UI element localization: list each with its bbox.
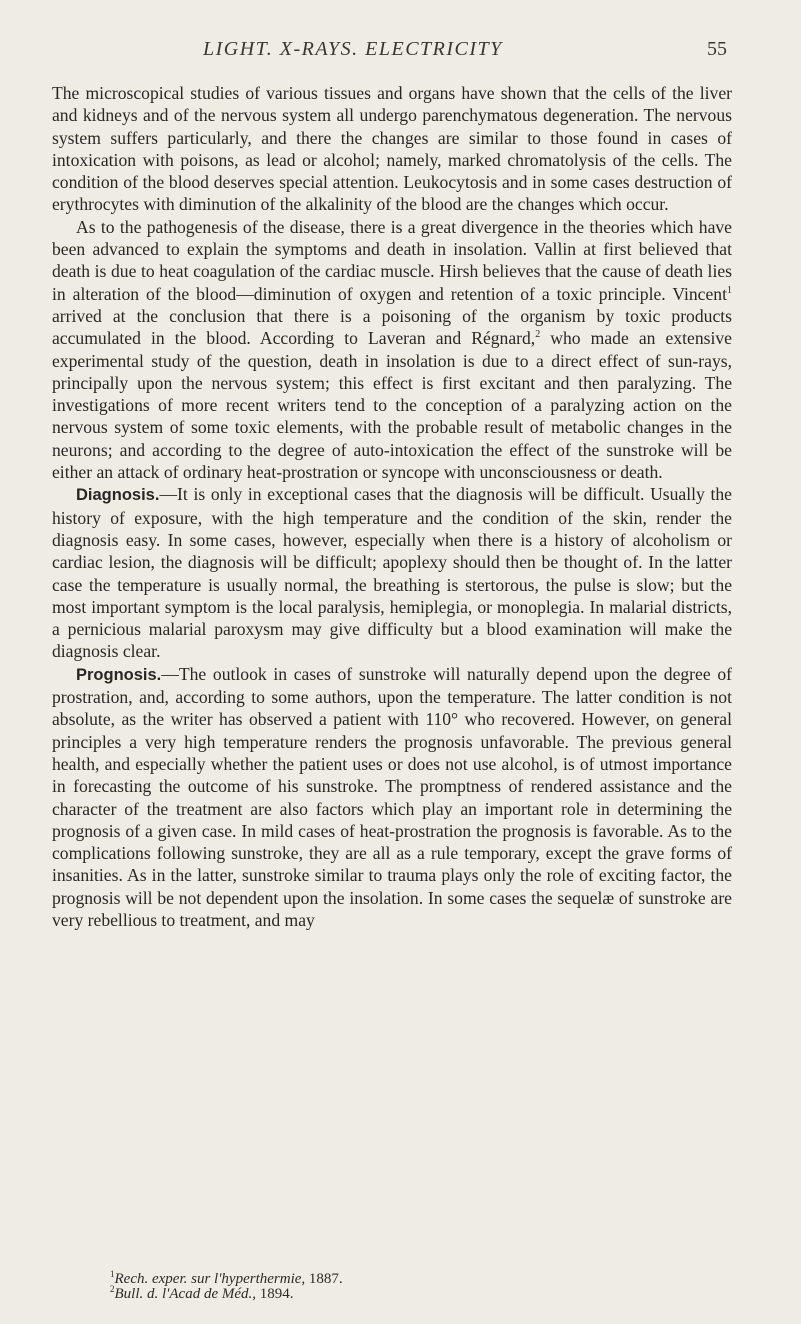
paragraph-diagnosis — [52, 483, 732, 662]
footnote-date: 1887. — [305, 1271, 343, 1287]
footnote-mark: 2 — [110, 1284, 115, 1294]
paragraph-pathogenesis — [52, 216, 732, 484]
paragraph-text: arrived at the conclusion that there is a poisoning of the organism by toxic products accumulated in the blood. According to Laveran and Régnard, — [52, 305, 732, 349]
footnote-mark: 1 — [110, 1269, 115, 1279]
section-heading-prognosis: Prognosis. — [76, 665, 162, 684]
footnote-title: Rech. exper. sur l'hyperthermie, — [114, 1271, 306, 1287]
paragraph-text: The microscopical studies of various tissues and organs have shown that the cells of the liver and kidneys and of the nervous system all undergo parenchymatous degeneration. The nervous system suffers particularly, and there the changes are similar to those found in cases of intoxication with poisons, as lead or alcohol; namely, marked chromatolysis of the cells. The condition of the blood deserves special attention. Leukocytosis and in some cases destruction of erythrocytes with diminution of the alkalinity of the blood are the changes which occur. — [52, 83, 732, 215]
footnote-1 — [110, 1269, 343, 1287]
section-heading-diagnosis: Diagnosis. — [76, 486, 160, 505]
paragraph-text: —It is only in exceptional cases that the diagnosis will be difficult. Usually the history of exposure, with the high temperature and the condition of the skin, render the diagnosis easy. In some cases, however, especially when there is a history of alcoholism or cardiac lesion, the diagnosis will be difficult; apoplexy should then be thought of. In the latter case the temperature is usually normal, the breathing is stertorous, the pulse is slow; but the most important symptom is the local paralysis, hemiplegia, or monoplegia. In malarial districts, a pernicious malarial paroxysm may give difficulty but a blood examination will make the diagnosis clear. — [52, 484, 732, 662]
paragraph-text: —The outlook in cases of sunstroke will naturally depend upon the degree of prostration, and, according to some authors, upon the temperature. The latter condition is not absolute, as the writer has observed a patient with 110° who recovered. However, on general principles a very high temperature renders the prognosis unfavorable. The previous general health, and especially whether the patient uses or does not use alcohol, is of utmost importance in forecasting the outcome of his sunstroke. The promptness of rendered assistance and the character of the treatment are also factors which play an important role in determining the prognosis of a given case. In mild cases of heat-prostration the prognosis is favorable. As to the complications following sunstroke, they are all as a rule temporary, except the grave forms of insanities. As in the latter, sunstroke similar to trauma plays only the role of exciting factor, the prognosis will be not dependent upon the insolation. In some cases the sequelæ of sunstroke are very rebellious to treatment, and may — [52, 663, 732, 930]
footnote-date: 1894. — [256, 1286, 294, 1302]
body-text — [52, 82, 732, 931]
paragraph-pathology — [52, 82, 732, 216]
footnote-reference-1: 1 — [727, 284, 732, 296]
footnote-reference-2: 2 — [535, 329, 541, 341]
paragraph-prognosis — [52, 663, 732, 932]
paragraph-text: who made an extensive experimental study of the question, death in insolation is due to a direct effect of sun-rays, principally upon the nervous system; this effect is first excitant and then paralyzing. The investigations of more recent writers tend to the conception of a paralyzing action on the nervous system of some toxic elements, with the probable result of metabolic changes in the neurons; and according to the degree of auto-intoxication the effect of the sunstroke will be either an attack of ordinary heat-prostration or syncope with unconsciousness or death. — [52, 328, 732, 483]
paragraph-text: As to the pathogenesis of the disease, there is a great divergence in the theories which have been advanced to explain the symptoms and death in insolation. Vallin at first believed that death is due to heat coagulation of the cardiac muscle. Hirsh believes that the cause of death lies in alteration of the blood—diminution of oxygen and retention of a toxic principle. Vincent — [52, 216, 732, 304]
footnotes — [110, 1269, 343, 1302]
running-head-title: LIGHT. X-RAYS. ELECTRICITY — [203, 38, 503, 60]
footnote-2 — [110, 1284, 343, 1302]
page-number: 55 — [707, 38, 727, 60]
footnote-title: Bull. d. l'Acad de Méd., — [114, 1286, 257, 1302]
